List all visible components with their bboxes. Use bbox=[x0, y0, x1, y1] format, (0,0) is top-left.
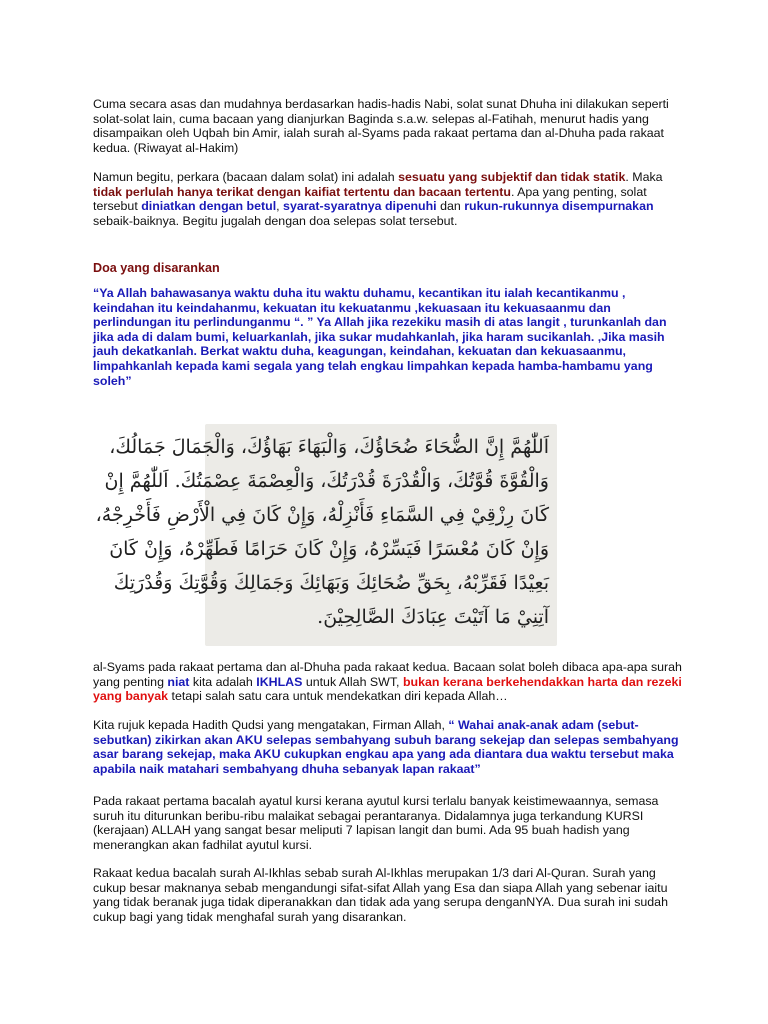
arabic-line-4: وَإِنْ كَانَ مُعْسَرًا فَيَسِّرْهُ، وَإِنْ كَانَ حَرَامًا فَطَهِّرْهُ، وَإِنْ كَانَ bbox=[109, 538, 549, 560]
p2-emphasis-conditions: syarat-syaratnya dipenuhi bbox=[283, 199, 437, 214]
paragraph-niat bbox=[93, 660, 685, 704]
arabic-line-6: آتِنِيْ مَا آتَيْتَ عِبَادَكَ الصَّالِحِيْنَ. bbox=[317, 606, 549, 628]
p4-hadith-quote: “ Wahai anak-anak adam (sebut-sebutkan) zikirkan akan AKU selepas sembahyang subuh barang sekejap dan selepas sembahyang asar barang sekejap, maka AKU cukupkan engkau apa yang ada diantara dua waktu tersebut maka apabila naik matahari sembahyang dhuha sebanyak lapan rakaat” bbox=[93, 718, 679, 776]
paragraph-second-rakaat: Rakaat kedua bacalah surah Al-Ikhlas sebab surah Al-Ikhlas merupakan 1/3 dari Al-Quran. Surah yang cukup besar maknanya sebab mengandungi sifat-sifat Allah yang Esa dan siapa Allah yang sebenar iaitu yang tidak beranak juga tidak diperanakkan dan tidak ada yang serupa denganNYA. Dua surah ini sudah cukup bagi yang tidak menghafal surah yang disarankan. bbox=[93, 866, 668, 924]
p2-text-1: Namun begitu, perkara (bacaan dalam solat) ini adalah bbox=[93, 170, 399, 184]
p2-text-6: sebaik-baiknya. Begitu jugalah dengan doa selepas solat tersebut. bbox=[93, 213, 458, 228]
arabic-doa-image bbox=[95, 424, 557, 646]
p3-text-2: kita adalah bbox=[189, 674, 257, 689]
paragraph-hadith-qudsi bbox=[93, 718, 685, 776]
p3-emphasis-niat: niat bbox=[167, 674, 190, 689]
p2-emphasis-subjective: sesuatu yang subjektif dan tidak statik bbox=[398, 170, 626, 184]
arabic-line-5: بَعِيْدًا فَقَرِّبْهُ، بِحَقِّ ضُحَائِكَ وَبَهَائِكَ وَجَمَالِكَ وَقُوَّتِكَ وَقُدْرَتِكَ bbox=[113, 572, 549, 594]
paragraph-first-rakaat: Pada rakaat pertama bacalah ayatul kursi kerana ayutul kursi terlalu banyak keistimewaannya, semasa suruh itu diturunkan beribu-ribu malaikat sebagai perantaranya. Didalamnya juga terkandung KURSI (kerajaan) ALLAH yang sangat besar meliputi 7 lapisan langit dan bumi. Ada 95 buah hadish yang menerangkan akan fadhilat ayutul kursi. bbox=[93, 794, 659, 852]
p3-emphasis-not-wealth: bukan kerana berkehendakkan harta dan rezeki yang banyak bbox=[93, 674, 682, 704]
p3-emphasis-ikhlas: IKHLAS bbox=[256, 674, 303, 689]
p2-text-3: . Apa yang penting, solat tersebut bbox=[93, 184, 647, 214]
section-heading-doa: Doa yang disarankan bbox=[93, 261, 220, 275]
arabic-line-3: كَانَ رِزْقِيْ فِي السَّمَاءِ فَأَنْزِلْهُ، وَإِنْ كَانَ فِي الْأَرْضِ فَأَخْرِجْهُ، bbox=[95, 504, 549, 526]
doa-translation-quote: “Ya Allah bahawasanya waktu duha itu waktu duhamu, kecantikan itu ialah kecantikanmu , keindahan itu keindahanmu, kekuatan itu kekuatanmu ,kekuasaan itu kekuasaanmu dan perlindungan itu perlindunganmu “. ” Ya Allah jika rezekiku masih di atas langit , turunkanlah dan jika ada di dalam bumi, keluarkanlah, jika sukar mudahkanlah, jika haram sucikanlah. ,Jika masih jauh dekatkanlah. Berkat waktu duha, keagungan, keindahan, kekuatan dan kekuasaanmu, limpahkanlah kepada kami segala yang telah engkau limpahkan kepada hamba-hambamu yang soleh” bbox=[93, 286, 667, 388]
paragraph-intro: Cuma secara asas dan mudahnya berdasarkan hadis-hadis Nabi, solat sunat Dhuha ini dilakukan seperti solat-solat lain, cuma bacaan yang dianjurkan Baginda s.a.w. selepas al-Fatihah, menurut hadis yang disampaikan oleh Uqbah bin Amir, ialah surah al-Syams pada rakaat pertama dan al-Dhuha pada rakaat kedua. (Riwayat al-Hakim) bbox=[93, 97, 669, 155]
p3-text-4: tetapi salah satu cara untuk mendekatkan diri kepada Allah… bbox=[168, 689, 508, 704]
p2-text-5: dan bbox=[436, 199, 465, 214]
p2-emphasis-pillars: rukun-rukunnya disempurnakan bbox=[464, 199, 654, 214]
arabic-line-1: اَللّٰهُمَّ إِنَّ الضُّحَاءَ ضُحَاؤُكَ، وَالْبَهَاءَ بَهَاؤُكَ، وَالْجَمَالَ جَمَالُكَ، bbox=[109, 436, 549, 458]
p2-text-2: . Maka bbox=[625, 170, 663, 184]
p3-text-3: untuk Allah SWT, bbox=[302, 674, 403, 689]
p4-text-1: Kita rujuk kepada Hadith Qudsi yang mengatakan, Firman Allah, bbox=[93, 718, 449, 732]
p2-emphasis-intention: diniatkan dengan betul bbox=[141, 199, 277, 214]
paragraph-subjective bbox=[93, 170, 685, 228]
p2-emphasis-not-bound: tidak perlulah hanya terikat dengan kaifiat tertentu dan bacaan tertentu bbox=[93, 184, 511, 199]
p2-text-4: , bbox=[276, 199, 284, 214]
p3-text-1: al-Syams pada rakaat pertama dan al-Dhuha pada rakaat kedua. Bacaan solat boleh dibaca apa-apa surah yang penting bbox=[93, 660, 682, 689]
arabic-line-2: وَالْقُوَّةَ قُوَّتُكَ، وَالْقُدْرَةَ قُدْرَتُكَ، وَالْعِصْمَةَ عِصْمَتُكَ. اَللّٰهُمَّ إِنْ bbox=[104, 470, 549, 492]
